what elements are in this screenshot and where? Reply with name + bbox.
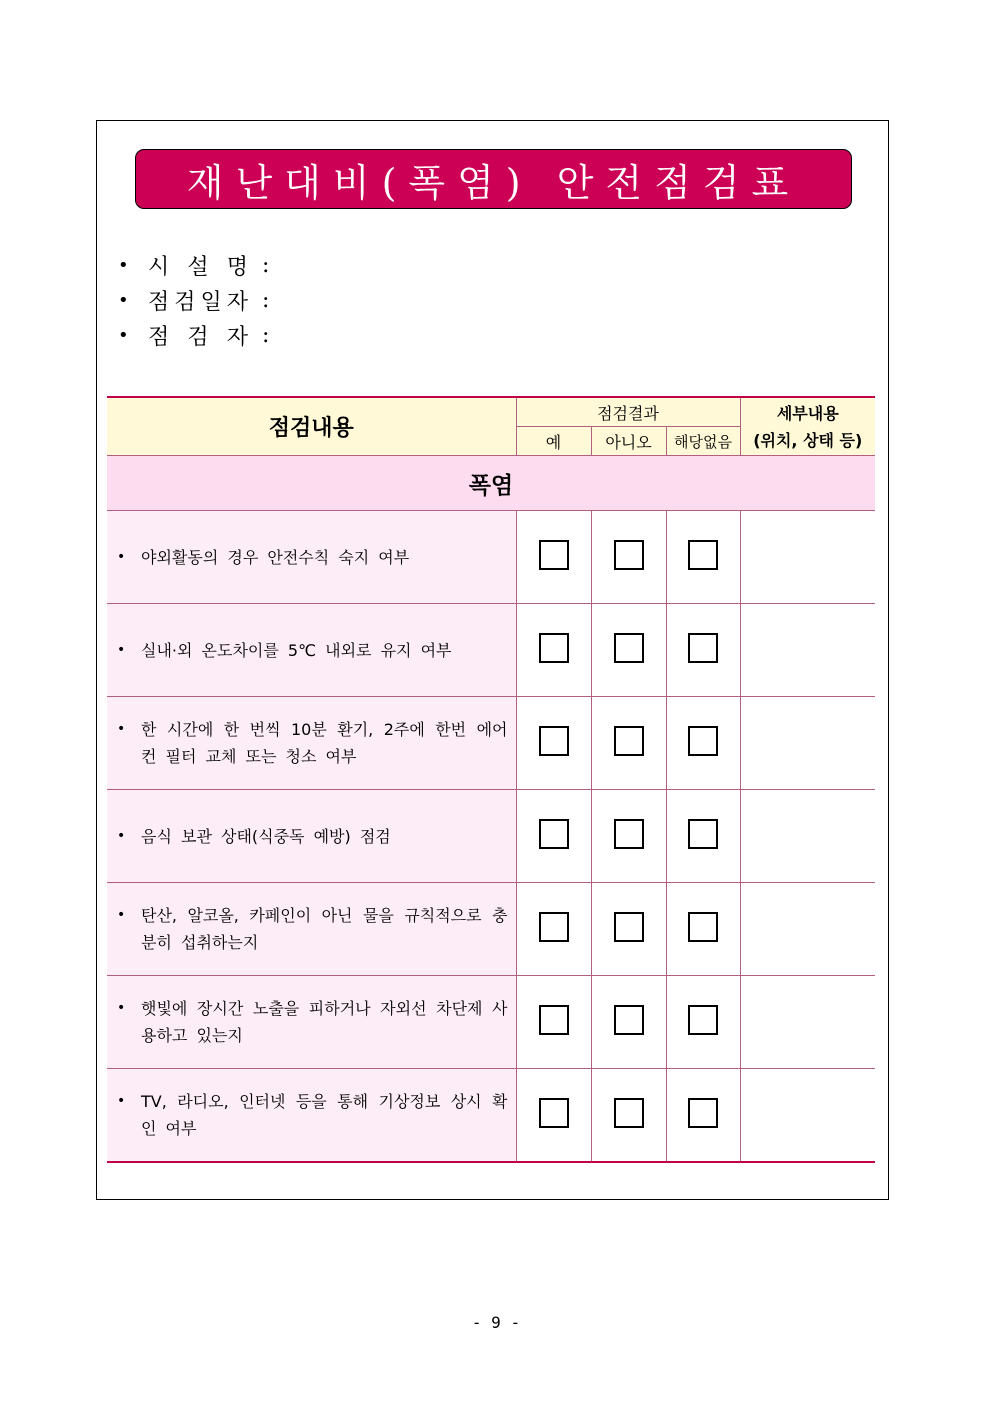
checkbox-na[interactable] <box>688 1005 718 1035</box>
table-row <box>107 976 875 1069</box>
detail-cell[interactable] <box>740 511 875 604</box>
item-text-cell <box>107 697 516 790</box>
checkbox-cell-yes <box>516 790 591 883</box>
option-yes: 예 <box>516 427 591 456</box>
checkbox-no[interactable] <box>614 540 644 570</box>
checkbox-cell-no <box>591 604 666 697</box>
checkbox-cell-yes <box>516 976 591 1069</box>
checkbox-cell-no <box>591 790 666 883</box>
info-label-char: 자 <box>226 325 248 350</box>
checkbox-no[interactable] <box>614 1005 644 1035</box>
table-row <box>107 790 875 883</box>
item-text-cell <box>107 790 516 883</box>
info-colon: : <box>262 323 270 348</box>
checkbox-na[interactable] <box>688 726 718 756</box>
item-text-cell <box>107 604 516 697</box>
checkbox-yes[interactable] <box>539 540 569 570</box>
checkbox-yes[interactable] <box>539 633 569 663</box>
item-text-cell <box>107 976 516 1069</box>
checkbox-cell-yes <box>516 604 591 697</box>
item-text-cell <box>107 883 516 976</box>
checkbox-na[interactable] <box>688 540 718 570</box>
info-label-char: 설 <box>187 255 209 280</box>
checkbox-cell-na <box>666 883 740 976</box>
bullet-icon: • <box>117 1093 126 1109</box>
item-text: 실내·외 온도차이를 5℃ 내외로 유지 여부 <box>141 640 452 660</box>
checkbox-cell-na <box>666 1069 740 1163</box>
option-no: 아니오 <box>591 427 666 456</box>
info-label-date <box>148 285 248 316</box>
checkbox-cell-yes <box>516 883 591 976</box>
table-row <box>107 511 875 604</box>
info-row-date <box>118 283 269 318</box>
header-detail-line2: (위치, 상태 등) <box>753 430 863 450</box>
checkbox-cell-no <box>591 697 666 790</box>
checkbox-cell-yes <box>516 1069 591 1163</box>
info-section <box>118 248 269 353</box>
checkbox-na[interactable] <box>688 633 718 663</box>
checklist-table <box>107 396 875 1163</box>
checkbox-na[interactable] <box>688 819 718 849</box>
bullet-icon: • <box>117 641 126 658</box>
bullet-icon: • <box>118 290 129 311</box>
checkbox-no[interactable] <box>614 726 644 756</box>
item-text: 탄산, 알코올, 카페인이 아닌 물을 규칙적으로 충분히 섭취하는지 <box>141 906 508 952</box>
checkbox-yes[interactable] <box>539 912 569 942</box>
info-label-char: 일 <box>200 290 222 315</box>
checkbox-cell-na <box>666 511 740 604</box>
header-result: 점검결과 <box>516 397 740 427</box>
checkbox-na[interactable] <box>688 912 718 942</box>
checkbox-cell-no <box>591 1069 666 1163</box>
item-text: 햇빛에 장시간 노출을 피하거나 자외선 차단제 사용하고 있는지 <box>141 999 508 1045</box>
checkbox-no[interactable] <box>614 1098 644 1128</box>
info-colon: : <box>262 288 270 313</box>
bullet-icon: • <box>117 827 126 844</box>
detail-cell[interactable] <box>740 883 875 976</box>
item-text: 음식 보관 상태(식중독 예방) 점검 <box>141 826 391 846</box>
checkbox-yes[interactable] <box>539 1005 569 1035</box>
info-row-facility <box>118 248 269 283</box>
checkbox-cell-yes <box>516 511 591 604</box>
checkbox-no[interactable] <box>614 633 644 663</box>
bullet-icon: • <box>118 255 129 276</box>
bullet-icon: • <box>117 548 126 565</box>
table-row <box>107 604 875 697</box>
detail-cell[interactable] <box>740 1069 875 1163</box>
table-row <box>107 883 875 976</box>
checkbox-no[interactable] <box>614 819 644 849</box>
item-text-cell <box>107 511 516 604</box>
bullet-icon: • <box>117 907 126 923</box>
checkbox-na[interactable] <box>688 1098 718 1128</box>
checkbox-cell-na <box>666 697 740 790</box>
table-row <box>107 697 875 790</box>
info-label-char: 점 <box>148 325 170 350</box>
checkbox-cell-no <box>591 511 666 604</box>
header-content: 점검내용 <box>107 397 516 456</box>
item-text-cell <box>107 1069 516 1163</box>
info-label-facility <box>148 250 248 281</box>
checkbox-no[interactable] <box>614 912 644 942</box>
detail-cell[interactable] <box>740 790 875 883</box>
bullet-icon: • <box>117 1000 126 1016</box>
checkbox-cell-no <box>591 883 666 976</box>
detail-cell[interactable] <box>740 976 875 1069</box>
detail-cell[interactable] <box>740 604 875 697</box>
bullet-icon: • <box>117 721 126 737</box>
detail-cell[interactable] <box>740 697 875 790</box>
info-label-char: 명 <box>226 255 248 280</box>
checkbox-cell-na <box>666 790 740 883</box>
checkbox-yes[interactable] <box>539 819 569 849</box>
item-text: 야외활동의 경우 안전수칙 숙지 여부 <box>141 547 410 567</box>
checkbox-cell-na <box>666 976 740 1069</box>
table-row <box>107 1069 875 1163</box>
info-label-inspector <box>148 320 248 351</box>
info-label-char: 점 <box>148 290 170 315</box>
option-na: 해당없음 <box>666 427 740 456</box>
checkbox-cell-na <box>666 604 740 697</box>
page-number: - 9 - <box>471 1313 521 1332</box>
checkbox-cell-no <box>591 976 666 1069</box>
header-detail-line1: 세부내용 <box>776 403 839 423</box>
header-row <box>107 397 875 427</box>
info-label-char: 검 <box>187 325 209 350</box>
info-label-char: 자 <box>226 290 248 315</box>
section-row <box>107 456 875 511</box>
checkbox-cell-yes <box>516 697 591 790</box>
checkbox-yes[interactable] <box>539 1098 569 1128</box>
item-text: TV, 라디오, 인터넷 등을 통해 기상정보 상시 확인 여부 <box>141 1092 508 1138</box>
section-title: 폭염 <box>107 456 875 511</box>
checkbox-yes[interactable] <box>539 726 569 756</box>
info-colon: : <box>262 253 270 278</box>
info-label-char: 검 <box>174 290 196 315</box>
info-label-char: 시 <box>148 255 170 280</box>
document-title: 재난대비(폭염) 안전점검표 <box>135 149 852 209</box>
bullet-icon: • <box>118 325 129 346</box>
item-text: 한 시간에 한 번씩 10분 환기, 2주에 한번 에어컨 필터 교체 또는 청소 여부 <box>141 720 508 766</box>
info-row-inspector <box>118 318 269 353</box>
header-detail <box>740 397 875 456</box>
